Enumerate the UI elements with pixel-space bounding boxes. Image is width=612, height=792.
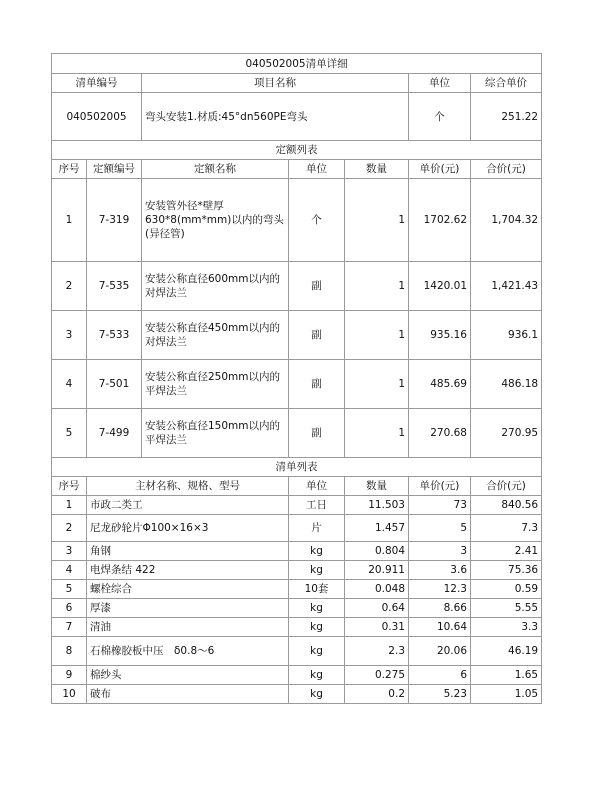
quota-header-total: 合价(元): [471, 160, 542, 179]
item-unit: 个: [409, 93, 471, 141]
material-total: 0.59: [471, 580, 542, 599]
material-no: 5: [52, 580, 87, 599]
item-price-header: 综合单价: [471, 74, 542, 93]
material-row: [52, 637, 542, 666]
material-header-total: 合价(元): [471, 477, 542, 496]
quota-row: [52, 311, 542, 360]
material-row: [52, 666, 542, 685]
material-unit: kg: [289, 561, 345, 580]
material-price: 10.64: [409, 618, 471, 637]
document-title: 040502005清单详细: [52, 54, 542, 74]
material-row: [52, 515, 542, 542]
quota-no: 5: [52, 409, 87, 458]
quota-row: [52, 409, 542, 458]
material-header-no: 序号: [52, 477, 87, 496]
material-name: 电焊条结 422: [87, 561, 289, 580]
material-unit: kg: [289, 542, 345, 561]
material-no: 8: [52, 637, 87, 666]
quota-price: 270.68: [409, 409, 471, 458]
item-price: 251.22: [471, 93, 542, 141]
material-unit: 10套: [289, 580, 345, 599]
material-header-price: 单价(元): [409, 477, 471, 496]
material-price: 20.06: [409, 637, 471, 666]
quota-section-title: 定额列表: [52, 141, 542, 160]
material-qty: 1.457: [345, 515, 409, 542]
material-price: 73: [409, 496, 471, 515]
quota-row: [52, 262, 542, 311]
material-name: 厚漆: [87, 599, 289, 618]
material-no: 6: [52, 599, 87, 618]
material-total: 46.19: [471, 637, 542, 666]
quota-qty: 1: [345, 179, 409, 262]
material-qty: 0.804: [345, 542, 409, 561]
item-code: 040502005: [52, 93, 142, 141]
quota-no: 2: [52, 262, 87, 311]
quota-unit: 副: [289, 409, 345, 458]
material-row: [52, 561, 542, 580]
material-qty: 0.048: [345, 580, 409, 599]
quota-total: 1,704.32: [471, 179, 542, 262]
material-row: [52, 496, 542, 515]
quota-name: 安装公称直径150mm以内的平焊法兰: [142, 409, 289, 458]
quota-unit: 副: [289, 360, 345, 409]
material-header-qty: 数量: [345, 477, 409, 496]
material-total: 2.41: [471, 542, 542, 561]
material-unit: 工日: [289, 496, 345, 515]
item-name-header: 项目名称: [142, 74, 409, 93]
quota-header-code: 定额编号: [87, 160, 142, 179]
material-name: 尼龙砂轮片Φ100×16×3: [87, 515, 289, 542]
material-total: 1.05: [471, 685, 542, 704]
item-name: 弯头安装1.材质:45°dn560PE弯头: [142, 93, 409, 141]
material-no: 1: [52, 496, 87, 515]
material-unit: kg: [289, 599, 345, 618]
bill-detail-sheet: [51, 53, 541, 704]
quota-total: 270.95: [471, 409, 542, 458]
quota-header-qty: 数量: [345, 160, 409, 179]
material-name: 棉纱头: [87, 666, 289, 685]
material-total: 1.65: [471, 666, 542, 685]
material-unit: kg: [289, 666, 345, 685]
material-name: 破布: [87, 685, 289, 704]
material-qty: 0.2: [345, 685, 409, 704]
material-price: 3.6: [409, 561, 471, 580]
material-row: [52, 618, 542, 637]
material-qty: 0.64: [345, 599, 409, 618]
material-price: 12.3: [409, 580, 471, 599]
quota-name: 安装公称直径250mm以内的平焊法兰: [142, 360, 289, 409]
material-name: 石棉橡胶板中压 δ0.8～6: [87, 637, 289, 666]
quota-header-no: 序号: [52, 160, 87, 179]
material-unit: 片: [289, 515, 345, 542]
quota-header-price: 单价(元): [409, 160, 471, 179]
quota-unit: 个: [289, 179, 345, 262]
quota-name: 安装管外径*壁厚630*8(mm*mm)以内的弯头(异径管): [142, 179, 289, 262]
quota-no: 1: [52, 179, 87, 262]
quota-header-name: 定额名称: [142, 160, 289, 179]
material-total: 7.3: [471, 515, 542, 542]
material-qty: 0.31: [345, 618, 409, 637]
material-price: 5.23: [409, 685, 471, 704]
quota-header-unit: 单位: [289, 160, 345, 179]
quota-code: 7-499: [87, 409, 142, 458]
material-no: 9: [52, 666, 87, 685]
material-total: 3.3: [471, 618, 542, 637]
quota-no: 3: [52, 311, 87, 360]
quota-no: 4: [52, 360, 87, 409]
material-row: [52, 580, 542, 599]
quota-price: 1420.01: [409, 262, 471, 311]
material-price: 5: [409, 515, 471, 542]
material-unit: kg: [289, 618, 345, 637]
material-total: 840.56: [471, 496, 542, 515]
material-total: 5.55: [471, 599, 542, 618]
quota-qty: 1: [345, 311, 409, 360]
quota-code: 7-535: [87, 262, 142, 311]
material-total: 75.36: [471, 561, 542, 580]
quota-price: 1702.62: [409, 179, 471, 262]
material-section-title: 清单列表: [52, 458, 542, 477]
material-name: 螺栓综合: [87, 580, 289, 599]
quota-price: 485.69: [409, 360, 471, 409]
quota-unit: 副: [289, 262, 345, 311]
material-no: 4: [52, 561, 87, 580]
material-row: [52, 542, 542, 561]
material-header-unit: 单位: [289, 477, 345, 496]
quota-code: 7-533: [87, 311, 142, 360]
quota-total: 936.1: [471, 311, 542, 360]
quota-price: 935.16: [409, 311, 471, 360]
material-name: 清油: [87, 618, 289, 637]
bill-detail-table: [51, 53, 542, 704]
material-price: 8.66: [409, 599, 471, 618]
quota-row: [52, 179, 542, 262]
material-unit: kg: [289, 685, 345, 704]
material-unit: kg: [289, 637, 345, 666]
material-qty: 2.3: [345, 637, 409, 666]
quota-total: 486.18: [471, 360, 542, 409]
quota-qty: 1: [345, 360, 409, 409]
material-qty: 0.275: [345, 666, 409, 685]
material-price: 6: [409, 666, 471, 685]
material-header-name: 主材名称、规格、型号: [87, 477, 289, 496]
quota-code: 7-501: [87, 360, 142, 409]
material-name: 市政二类工: [87, 496, 289, 515]
quota-qty: 1: [345, 262, 409, 311]
quota-total: 1,421.43: [471, 262, 542, 311]
material-row: [52, 599, 542, 618]
material-name: 角钢: [87, 542, 289, 561]
quota-name: 安装公称直径450mm以内的对焊法兰: [142, 311, 289, 360]
quota-name: 安装公称直径600mm以内的对焊法兰: [142, 262, 289, 311]
item-code-header: 清单编号: [52, 74, 142, 93]
material-no: 3: [52, 542, 87, 561]
quota-qty: 1: [345, 409, 409, 458]
material-qty: 20.911: [345, 561, 409, 580]
quota-row: [52, 360, 542, 409]
quota-code: 7-319: [87, 179, 142, 262]
material-price: 3: [409, 542, 471, 561]
material-no: 2: [52, 515, 87, 542]
material-no: 10: [52, 685, 87, 704]
material-qty: 11.503: [345, 496, 409, 515]
material-row: [52, 685, 542, 704]
quota-unit: 副: [289, 311, 345, 360]
material-no: 7: [52, 618, 87, 637]
item-unit-header: 单位: [409, 74, 471, 93]
